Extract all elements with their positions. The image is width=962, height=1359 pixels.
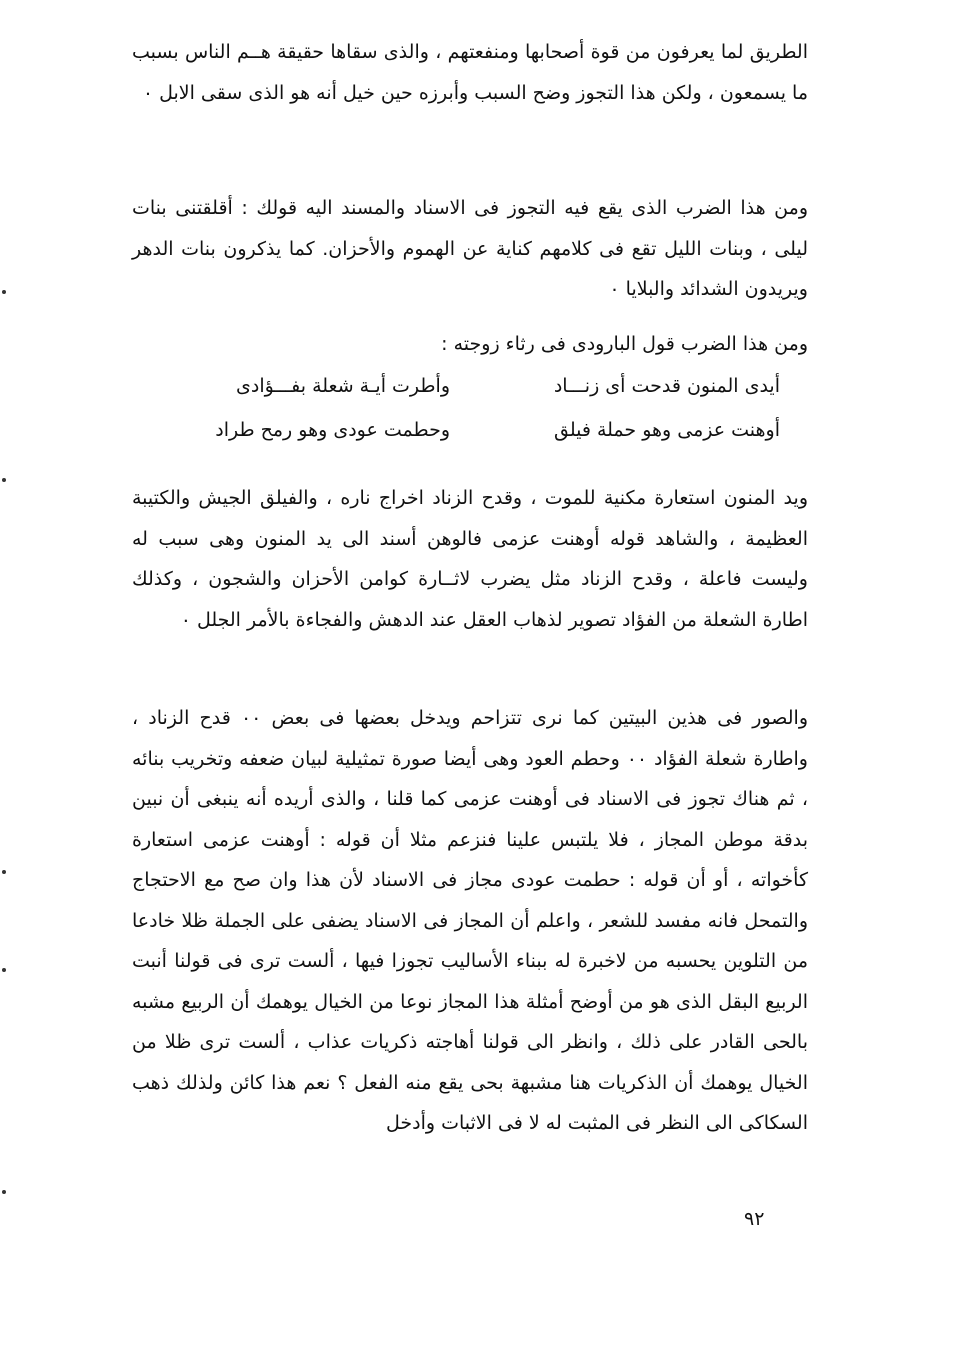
paragraph-text: والصور فى هذين البيتين كما نرى تتزاحم ويدخل بعضها فى بعض ٠٠ قدح الزناد ، واطارة شعلة الفؤاد ٠٠ وحطم العود وهى أيضا صورة تمثيلية لبيان ضعفه وتخريب بنائه ، ثم هناك تجوز فى الاسناد فى أوهنت عزمى كما قلنا ، والذى أريده أنه ينبغى أن نبين بدقة موطن المجاز ، فلا يلتبس علينا فنزعم مثلا أن قوله : أوهنت عزمى استعارة كأخواته ، أو أن قوله : حطمت عودى مجاز فى الاسناد لأن هذا وان صح مع الاحتجاج والتمحل فانه مفسد للشعر ، واعلم أن المجاز فى الاسناد يضفى على الجملة ظلا خادعا من التلوين يحسبه من لاخبرة له ببناء الأساليب تجوزا فيها ، ألست ترى فى قولنا أنبت الربيع البقل الذى هو من أوضح أمثلة هذا المجاز نوعا من الخيال يوهمك أن الربيع مشبه بالحى القادر على ذلك ، وانظر الى قولنا أهاجته ذكريات عذاب ، ألست ترى ظلا من الخيال يوهمك أن الذكريات هنا مشبهة بحى يقع منه الفعل ؟ نعم هذا كائن ولذلك ذهب السكاكى الى النظر فى المثبت له لا فى الاثبات وأدخل <box>132 707 809 1134</box>
scan-speck <box>2 1190 6 1194</box>
paragraph-5 <box>132 698 808 1144</box>
paragraph-3 <box>132 324 808 365</box>
paragraph-text: ويد المنون استعارة مكنية للموت ، وقدح الزناد اخراج ناره ، والفيلق الجيش والكتيبة العظيمة ، والشاهد قوله أوهنت عزمى فالوهن أسند الى يد المنون وهى سبب له وليست فاعلة ، وقدح الزناد مثل يضرب لاثــارة كوامن الأحزان والشجون ، وكذلك اطارة الشعلة من الفؤاد تصوير لذهاب العقل عند الدهش والفجاءة بالأمر الجلل ٠ <box>132 487 808 631</box>
verse-first-hemistich: أوهنت عزمى وهو حملة فيلق <box>553 419 780 441</box>
verse-line-2 <box>150 408 780 452</box>
verse-first-hemistich: أيدى المنون قدحت أى زنـــاد <box>553 375 780 397</box>
scan-speck <box>2 968 6 972</box>
paragraph-2 <box>132 188 808 310</box>
paragraph-4 <box>132 478 808 640</box>
poem-verses <box>150 364 780 452</box>
verse-line-1 <box>150 364 780 408</box>
paragraph-text: الطريق لما يعرفون من قوة أصحابها ومنفعتهم ، والذى سقاها حقيقة هــم الناس بسبب ما يسمعون ، ولكن هذا التجوز وضح السبب وأبرزه حين خيل أنه هو الذى سقى الابل ٠ <box>132 41 808 104</box>
scan-speck <box>2 870 6 874</box>
verse-second-hemistich: وحطمت عودى وهو رمح طراد <box>215 419 450 441</box>
scan-speck <box>2 478 6 482</box>
paragraph-text: ومن هذا الضرب الذى يقع فيه التجوز فى الاسناد والمسند اليه قولك : أقلقتنى بنات ليلى ، وبنات الليل تقع فى كلامهم كناية عن الهموم والأحزان. كما يذكرون بنات الدهر ويريدون الشدائد والبلايا ٠ <box>132 197 808 300</box>
scan-speck <box>2 290 6 294</box>
paragraph-1 <box>132 32 808 113</box>
paragraph-text: ومن هذا الضرب قول البارودى فى رثاء زوجته : <box>441 333 808 355</box>
page-number: ٩٢ <box>744 1208 765 1230</box>
verse-second-hemistich: وأطرت أيـة شعلة بفـــؤادى <box>236 375 450 397</box>
